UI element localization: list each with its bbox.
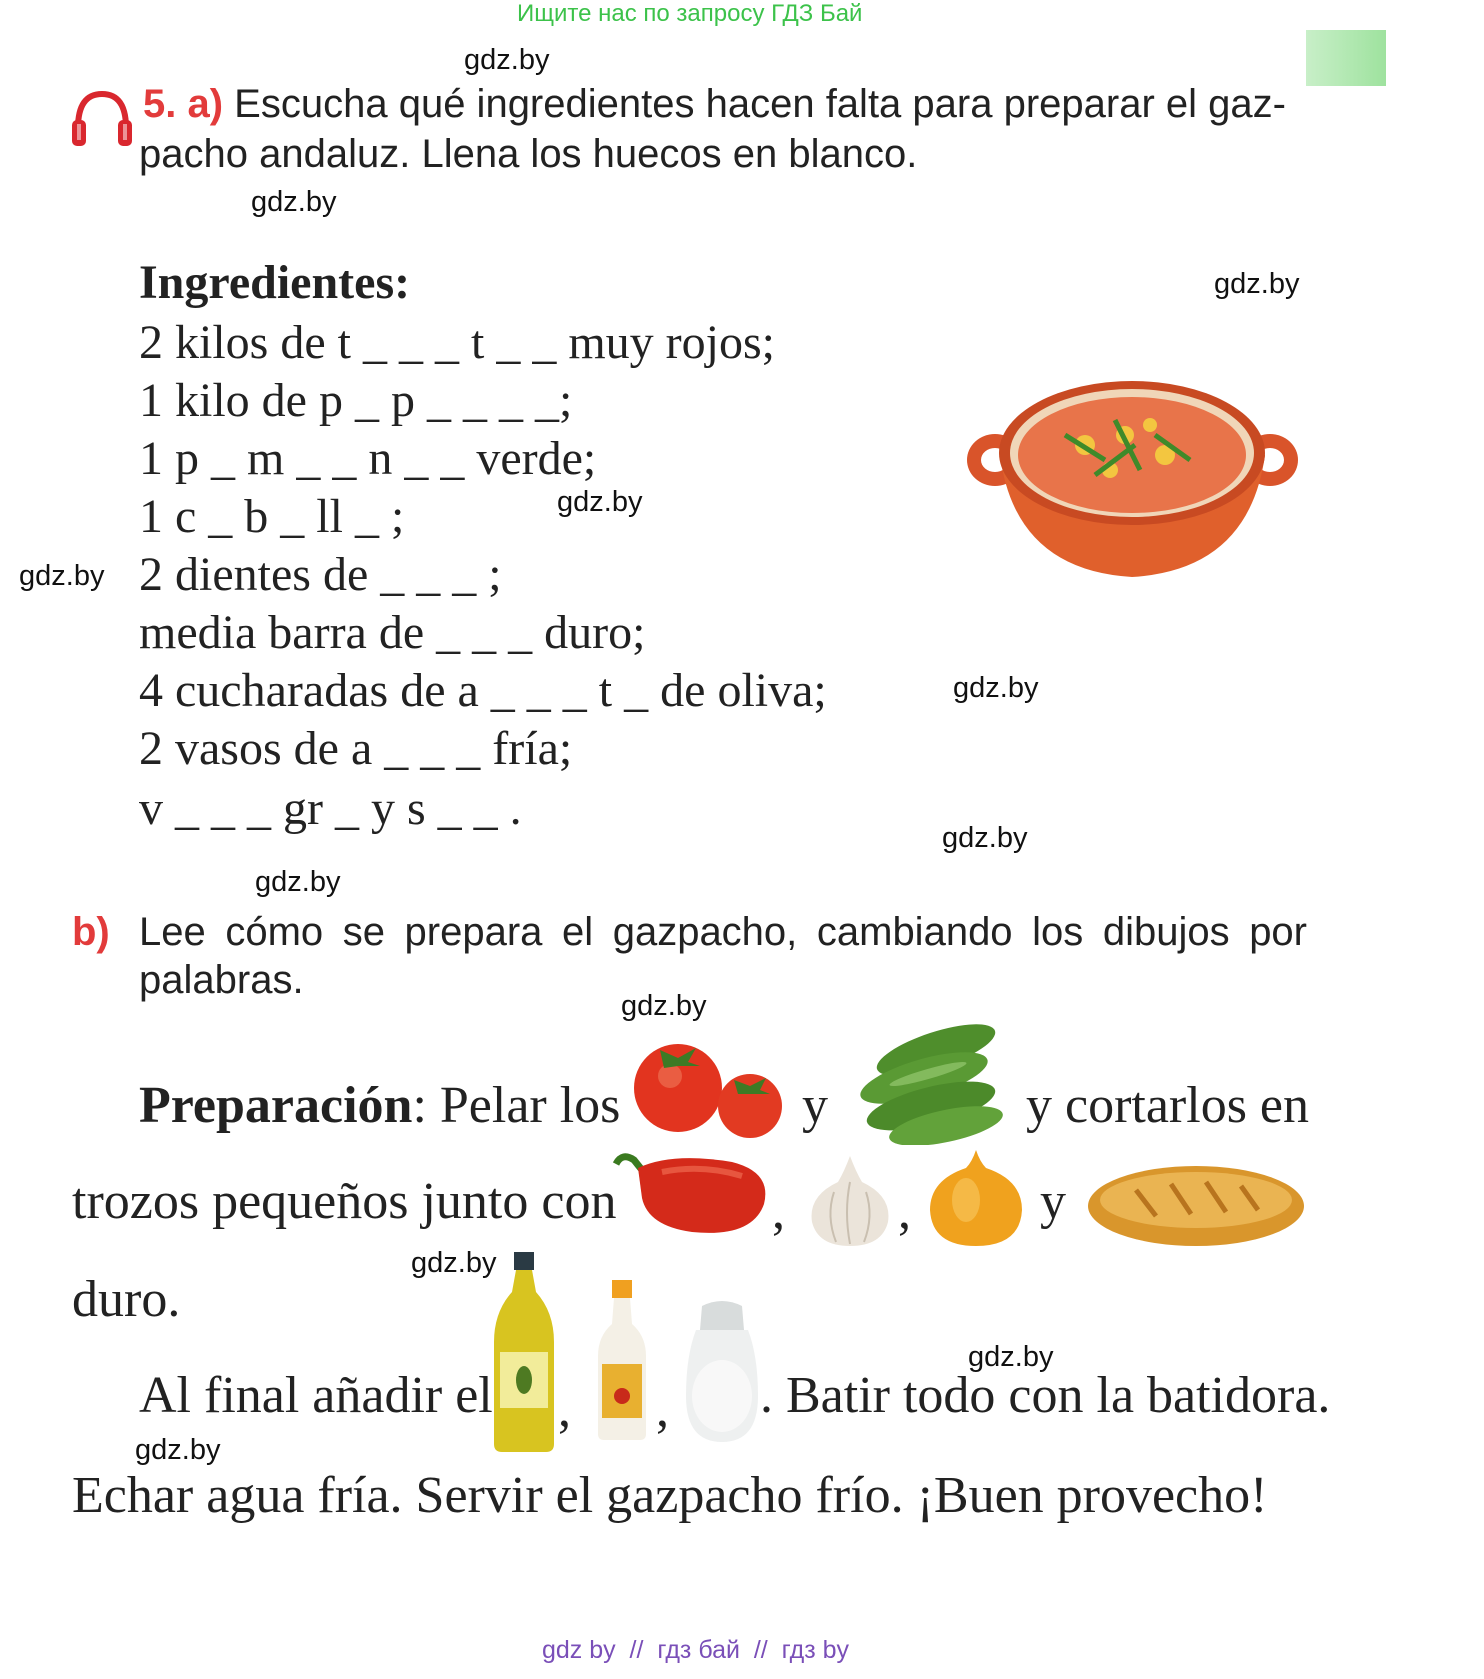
task-b-text: Lee cómo se prepara el gazpacho, cambiando los dibujos por xyxy=(139,910,1307,954)
task-b-label: b) xyxy=(72,910,110,954)
search-hint: Ищите нас по запросу ГДЗ Бай xyxy=(517,0,863,27)
red-pepper-image xyxy=(612,1148,772,1240)
watermark: gdz.by xyxy=(19,560,105,592)
task-text: Escucha qué ingredientes hacen falta para preparar el gaz- xyxy=(234,82,1286,126)
prep-text: Echar agua fría. Servir el gazpacho frío. ¡Buen provecho! xyxy=(72,1467,1268,1524)
vinegar-bottle-image xyxy=(596,1280,648,1442)
cucumbers-image xyxy=(846,1020,1011,1145)
garlic-image xyxy=(804,1152,896,1248)
ingredient-line: 2 vasos de a _ _ _ fría; xyxy=(139,722,573,775)
tomatoes-image xyxy=(630,1040,790,1140)
task-a-line1 xyxy=(143,78,1286,130)
watermark: gdz.by xyxy=(464,44,550,76)
ingredient-line: v _ _ _ gr _ y s _ _ . xyxy=(139,782,522,835)
watermark: gdz.by xyxy=(251,186,337,218)
watermark: gdz.by xyxy=(968,1341,1054,1373)
preparation-line1 xyxy=(139,1076,620,1135)
ingredient-line: 1 p _ m _ _ n _ _ verde; xyxy=(139,432,597,485)
prep-text: . Batir todo con la batidora. xyxy=(760,1367,1331,1424)
prep-text: duro. xyxy=(72,1271,181,1328)
olive-oil-bottle-image xyxy=(492,1252,556,1454)
onion-image xyxy=(926,1146,1026,1250)
watermark: gdz.by xyxy=(411,1247,497,1279)
prep-text: y cortarlos en xyxy=(1026,1077,1310,1134)
watermark: gdz.by xyxy=(621,990,707,1022)
task-number: 5. a) xyxy=(143,82,224,126)
footer-links: gdz by // гдз бай // гдз by xyxy=(542,1636,850,1664)
prep-text: y xyxy=(802,1077,828,1134)
prep-text: trozos pequeños junto con xyxy=(72,1173,617,1230)
prep-text: y xyxy=(1040,1173,1066,1230)
watermark: gdz.by xyxy=(953,672,1039,704)
watermark: gdz.by xyxy=(1214,268,1300,300)
prep-text: Al final añadir el xyxy=(139,1367,493,1424)
comma: , xyxy=(772,1183,785,1240)
comma: , xyxy=(558,1381,571,1438)
headphones-icon xyxy=(70,88,134,150)
ingredient-line: 2 kilos de t _ _ _ t _ _ muy rojos; xyxy=(139,316,775,369)
watermark: gdz.by xyxy=(135,1434,221,1466)
ingredient-line: media barra de _ _ _ duro; xyxy=(139,606,646,659)
corner-decoration xyxy=(1306,30,1386,86)
ingredient-line: 1 c _ b _ ll _ ; xyxy=(139,490,405,543)
watermark: gdz.by xyxy=(942,822,1028,854)
watermark: gdz.by xyxy=(557,486,643,518)
ingredients-title: Ingredientes: xyxy=(139,256,411,309)
salt-shaker-image xyxy=(682,1296,762,1444)
ingredient-line: 2 dientes de _ _ _ ; xyxy=(139,548,502,601)
ingredient-line: 1 kilo de p _ p _ _ _ _; xyxy=(139,374,573,427)
task-a-line2: pacho andaluz. Llena los huecos en blanco. xyxy=(139,132,918,176)
bread-image xyxy=(1086,1160,1306,1250)
prep-text: : Pelar los xyxy=(412,1077,621,1134)
ingredient-line: 4 cucharadas de a _ _ _ t _ de oliva; xyxy=(139,664,827,717)
comma: , xyxy=(898,1183,911,1240)
preparation-title: Preparación xyxy=(139,1077,413,1134)
comma: , xyxy=(656,1381,669,1438)
task-b-line2: palabras. xyxy=(139,958,304,1002)
gazpacho-bowl-image xyxy=(965,365,1300,585)
watermark: gdz.by xyxy=(255,866,341,898)
task-b-line1 xyxy=(139,906,1307,958)
